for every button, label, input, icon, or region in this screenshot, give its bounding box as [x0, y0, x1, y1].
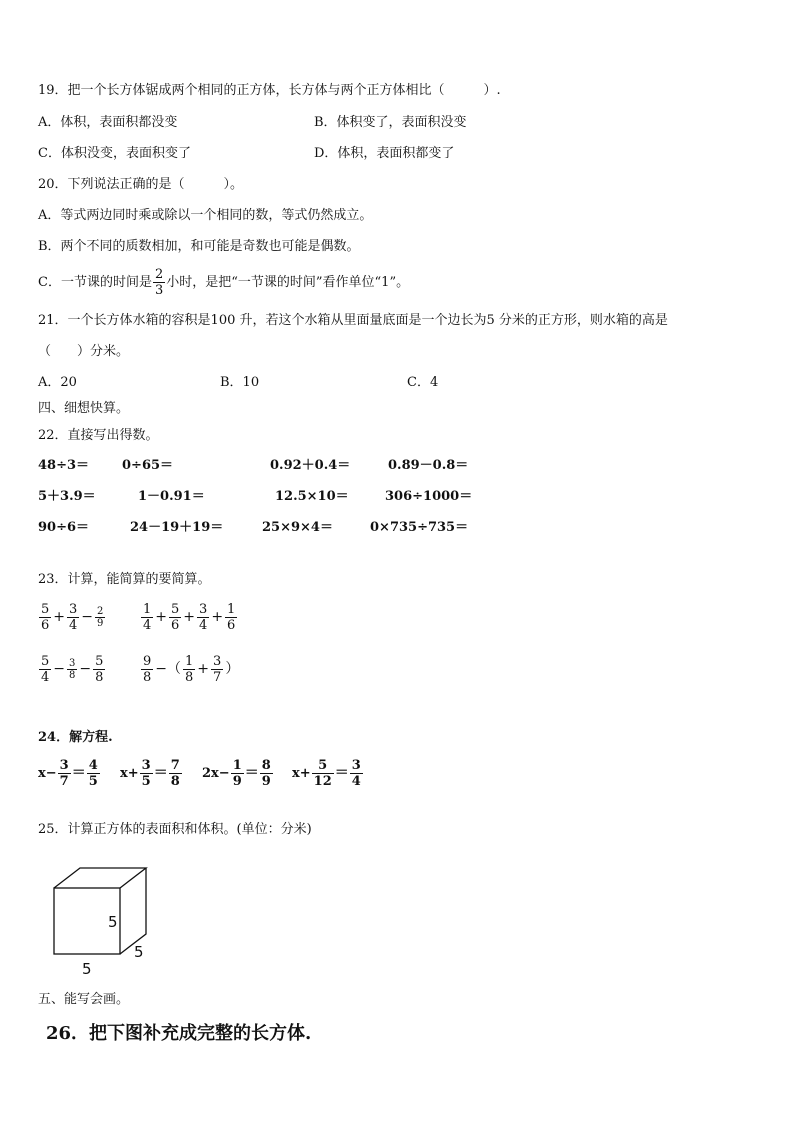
- q21-option-b: B．10: [220, 375, 260, 390]
- operator: −: [53, 661, 66, 677]
- q19-stem: 19．把一个长方体锯成两个相同的正方体，长方体与两个正方体相比（ ）.: [38, 83, 501, 98]
- fraction: [140, 758, 153, 789]
- numerator: 3: [59, 758, 69, 773]
- denominator: 12: [313, 774, 332, 789]
- fraction: [67, 602, 79, 633]
- fraction: [350, 758, 363, 789]
- fraction: [169, 602, 181, 633]
- q22-item: 0.92＋0.4＝: [270, 458, 351, 473]
- operator: +: [53, 609, 66, 625]
- fraction: [87, 758, 100, 789]
- fraction: [153, 267, 165, 298]
- q22-item: 90÷6＝: [38, 520, 90, 535]
- equation-prefix: x−: [38, 766, 57, 781]
- q21-option-a: A．20: [38, 375, 77, 390]
- section-5-heading: 五、能写会画。: [38, 992, 130, 1007]
- numerator: 3: [69, 657, 76, 669]
- denominator: 4: [41, 669, 50, 685]
- q22-item: 12.5×10＝: [275, 489, 349, 504]
- numerator: 1: [232, 758, 242, 773]
- numerator: 1: [143, 601, 152, 617]
- q22-item: 0.89－0.8＝: [388, 458, 469, 473]
- q22-item: 24－19＋19＝: [130, 520, 224, 535]
- numerator: 4: [88, 758, 98, 773]
- fraction: [169, 758, 182, 789]
- q23-expression-3: [38, 651, 106, 688]
- denominator: 7: [213, 669, 222, 685]
- equals-sign: ＝: [244, 765, 259, 781]
- numerator: 7: [170, 758, 180, 773]
- fraction: [67, 658, 77, 681]
- q25-stem: 25．计算正方体的表面积和体积。(单位：分米): [38, 822, 312, 837]
- denominator: 7: [59, 774, 69, 789]
- equation-prefix: x+: [292, 766, 311, 781]
- q23-expression-4: [140, 651, 240, 688]
- denominator: 8: [170, 774, 180, 789]
- q23-expression-1: [38, 599, 106, 636]
- denominator: 9: [232, 774, 242, 789]
- q24-equation-4: [292, 755, 364, 792]
- numerator: 5: [171, 601, 180, 617]
- fraction: [197, 602, 209, 633]
- q22-item: 0÷65＝: [122, 458, 174, 473]
- denominator: 9: [97, 617, 104, 629]
- numerator: 2: [154, 267, 164, 282]
- denominator: 4: [351, 774, 361, 789]
- fraction: [39, 654, 51, 685]
- q22-item: 48÷3＝: [38, 458, 90, 473]
- numerator: 5: [95, 653, 104, 669]
- operator: −: [79, 661, 92, 677]
- equals-sign: ＝: [153, 765, 168, 781]
- numerator: 3: [69, 601, 78, 617]
- fraction: [312, 758, 334, 789]
- operator: −（: [155, 661, 182, 677]
- q20-option-b: B．两个不同的质数相加，和可能是奇数也可能是偶数。: [38, 239, 360, 254]
- q21-stem-blank: （ ）分米。: [38, 344, 130, 359]
- q21-stem: 21．一个长方体水箱的容积是100 升，若这个水箱从里面量底面是一个边长为5 分米的正方形，则水箱的高是: [38, 313, 668, 328]
- numerator: 2: [97, 605, 104, 617]
- denominator: 4: [69, 617, 78, 633]
- numerator: 9: [143, 653, 152, 669]
- operator: +: [197, 661, 210, 677]
- denominator: 8: [143, 669, 152, 685]
- q23-stem: 23．计算，能简算的要简算。: [38, 572, 211, 587]
- q20-option-c-prefix: C．一节课的时间是: [38, 275, 152, 290]
- q19-option-b: B．体积变了，表面积没变: [314, 115, 467, 130]
- q20-stem: 20．下列说法正确的是（ ）。: [38, 177, 244, 192]
- denominator: 6: [41, 617, 50, 633]
- q24-stem: 24．解方程.: [38, 730, 113, 745]
- q22-item: 25×9×4＝: [262, 520, 333, 535]
- denominator: 4: [199, 617, 208, 633]
- numerator: 3: [199, 601, 208, 617]
- numerator: 5: [41, 653, 50, 669]
- q20-option-a: A．等式两边同时乘或除以一个相同的数，等式仍然成立。: [38, 208, 373, 223]
- numerator: 3: [141, 758, 151, 773]
- cube-figure: [40, 862, 160, 980]
- denominator: 8: [95, 669, 104, 685]
- fraction: [231, 758, 244, 789]
- q19-option-d: D．体积，表面积都变了: [314, 146, 455, 161]
- q24-equation-2: [120, 755, 183, 792]
- denominator: 3: [154, 283, 164, 298]
- operator: +: [183, 609, 196, 625]
- equation-prefix: 2x−: [202, 766, 230, 781]
- cube-side-face: [120, 868, 146, 954]
- q24-equation-3: [202, 755, 274, 792]
- numerator: 5: [318, 758, 328, 773]
- q24-equation-1: [38, 755, 101, 792]
- numerator: 3: [213, 653, 222, 669]
- fraction: [260, 758, 273, 789]
- q26-stem: 26．把下图补充成完整的长方体.: [46, 1023, 312, 1044]
- operator: +: [211, 609, 224, 625]
- q20-option-c: [38, 266, 409, 300]
- cube-top-face: [54, 868, 146, 888]
- fraction: [93, 654, 105, 685]
- fraction: [225, 602, 237, 633]
- q22-item: 0×735÷735＝: [370, 520, 469, 535]
- q22-item: 306÷1000＝: [385, 489, 473, 504]
- q23-expression-2: [140, 599, 238, 636]
- denominator: 8: [69, 669, 76, 681]
- numerator: 1: [185, 653, 194, 669]
- q20-option-c-suffix: 小时，是把“一节课的时间”看作单位“1”。: [166, 275, 410, 290]
- cube-label-side: 5: [134, 943, 144, 961]
- fraction: [141, 602, 153, 633]
- denominator: 6: [171, 617, 180, 633]
- numerator: 8: [261, 758, 271, 773]
- cube-label-front: 5: [108, 913, 118, 931]
- section-4-heading: 四、细想快算。: [38, 401, 130, 416]
- operator: −: [81, 609, 94, 625]
- cube-label-bottom: 5: [82, 960, 92, 978]
- numerator: 1: [227, 601, 236, 617]
- q19-option-c: C．体积没变，表面积变了: [38, 146, 191, 161]
- fraction: [58, 758, 71, 789]
- fraction: [39, 602, 51, 633]
- denominator: 8: [185, 669, 194, 685]
- denominator: 4: [143, 617, 152, 633]
- fraction: [95, 606, 105, 629]
- denominator: 6: [227, 617, 236, 633]
- q22-stem: 22．直接写出得数。: [38, 428, 159, 443]
- equals-sign: ＝: [334, 765, 349, 781]
- fraction: [211, 654, 223, 685]
- denominator: 9: [261, 774, 271, 789]
- q22-item: 5＋3.9＝: [38, 489, 96, 504]
- numerator: 3: [351, 758, 361, 773]
- q22-item: 1－0.91＝: [138, 489, 205, 504]
- denominator: 5: [141, 774, 151, 789]
- operator: +: [155, 609, 168, 625]
- numerator: 5: [41, 601, 50, 617]
- fraction: [141, 654, 153, 685]
- fraction: [183, 654, 195, 685]
- equation-prefix: x+: [120, 766, 139, 781]
- operator: ）: [225, 661, 240, 677]
- q21-option-c: C．4: [407, 375, 439, 390]
- equals-sign: ＝: [71, 765, 86, 781]
- q19-option-a: A．体积，表面积都没变: [38, 115, 178, 130]
- denominator: 5: [88, 774, 98, 789]
